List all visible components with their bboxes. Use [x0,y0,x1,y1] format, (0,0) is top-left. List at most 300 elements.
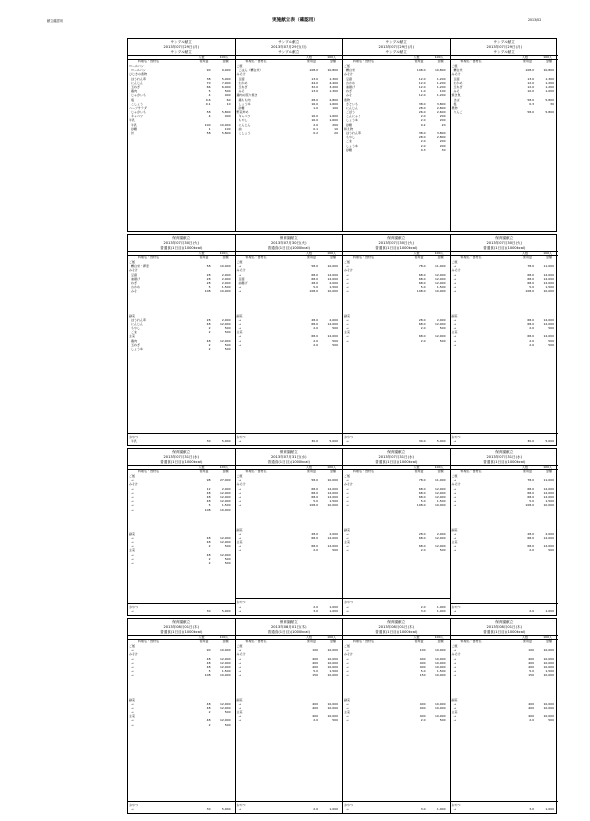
ingredient-price: 1,200 [545,80,554,85]
snack-row [128,807,235,811]
column-price: 金額 [329,469,336,473]
ingredient-name: 玉ねぎ [453,84,463,89]
ingredient-qty: 68.0 [527,321,534,326]
ingredient-qty: 58.0 [311,478,318,483]
ingredient-qty: 58.0 [527,110,534,115]
ingredient-qty: 38 [206,76,211,81]
ingredient-qty: 98 [206,478,211,483]
ingredient-price: 12,000 [220,660,231,665]
column-header [343,639,450,643]
ingredient-list [128,474,235,565]
ingredient-qty: 400 [528,660,534,665]
ingredient-name: → [346,718,349,723]
dish-name: 主菜 [344,540,351,545]
column-qty: 使用量 [306,255,316,259]
menu-date: 2013年08月01日(木) [271,625,307,629]
dish-name: みそ汁 [236,72,246,77]
ingredient-name: → [238,326,242,331]
ingredient-name: → [346,326,349,331]
ingredient-qty: 400 [528,714,534,719]
dish-name: ご飯 [129,474,136,478]
ingredient-qty: 68.0 [311,321,318,326]
ingredient-qty: 2 [208,326,211,331]
ingredient-qty: 2 [208,710,211,715]
ingredient-name: → [238,285,242,290]
ingredient-qty: 400 [419,656,426,661]
ingredient-name: 玉ねぎ [131,342,141,347]
ingredient-row [451,508,559,528]
snack-price: 5,000 [221,806,231,811]
ingredient-price: 10,000 [220,264,231,269]
menu-title: サンプル献立 [170,40,192,44]
snack-name: おやつ [236,600,246,605]
ingredient-list [343,260,450,343]
ingredient-price: 100 [332,105,338,110]
ingredient-qty: 5 [208,669,211,674]
menu-date: 2013年07月29日(月) [271,45,307,49]
ingredient-price: 2,000 [329,531,338,536]
ingredient-name: → [131,561,134,565]
ingredient-qty: 5 [208,285,211,290]
ingredient-name: → [238,714,242,719]
dish-name: 主菜 [129,548,136,553]
ingredient-price: 20 [441,122,446,127]
ingredient-price: 10,000 [327,478,338,483]
ingredient-price: 12,000 [543,280,554,285]
snack-name: おやつ [129,604,139,609]
ingredient-name: 豆腐 [131,272,138,277]
snack-section [128,605,235,613]
ingredient-qty: 48 [206,540,211,545]
ingredient-price: 1,500 [221,669,231,674]
ingredient-name: → [131,701,134,706]
ingredient-name: → [346,494,349,499]
ingredient-price: 4,400 [329,80,338,85]
ingredient-price: 12,000 [220,552,231,557]
ingredient-price: 1,500 [436,285,446,290]
ingredient-price: 12,000 [435,544,446,549]
ingredient-name: → [238,544,242,549]
ingredient-qty: 5.0 [529,669,534,674]
dish-name: 副菜 [344,527,351,532]
snack-name: → [238,438,242,443]
dish-name: 主菜 [451,330,458,335]
headcount-value: 100人 [434,55,444,59]
ingredient-qty: 12.0 [527,80,534,85]
ingredient-qty: 68.0 [418,321,426,326]
ingredient-price: 1,500 [221,503,231,508]
snack-name: → [346,604,349,609]
ingredient-qty: 2.0 [529,338,534,343]
column-name: 料理名・食材名 [353,639,375,643]
ingredient-qty: 68.0 [527,490,534,495]
footer-divider [451,433,559,434]
ingredient-price: 10,800 [327,68,338,73]
ingredient-name: 鶏もも肉 [238,97,251,102]
column-qty: 使用量 [199,255,209,259]
ingredient-name: → [131,656,134,661]
menu-subtitle: サンプル献立 [343,50,450,56]
ingredient-price: 12,000 [543,486,554,491]
headcount-label: 人数 [413,635,420,639]
snack-qty: 3.0 [529,806,534,811]
snack-qty: 3.0 [420,608,426,613]
ingredient-price: 2,600 [436,110,446,115]
ingredient-name: → [238,701,242,706]
ingredient-qty: 48 [206,494,211,499]
dish-name: 副菜 [451,313,458,318]
headcount-label: 人数 [305,251,312,255]
snack-price: 1,000 [436,806,446,811]
headcount-label: 人数 [198,55,205,59]
column-price: 金額 [545,639,552,643]
ingredient-name: → [453,531,457,536]
ingredient-price: 10,000 [327,264,338,269]
ingredient-qty: 2.0 [420,114,426,119]
dish-name: 焼き魚 [451,93,461,98]
menu-subtitle: サンプル献立 [236,50,343,56]
ingredient-price: 2,000 [221,280,231,285]
menu-subtitle: 普通食(1日目)(1000kcal) [343,460,450,466]
ingredient-price: 500 [224,710,231,715]
column-header [128,639,235,643]
ingredient-name: → [453,276,457,281]
snack-name: → [346,438,349,443]
ingredient-price: 500 [224,561,231,565]
ingredient-qty: 2.0 [420,139,426,144]
ingredient-qty: 12 [206,486,211,491]
ingredient-qty: 28 [206,317,211,322]
ingredient-qty: 400 [528,656,534,661]
ingredient-qty: 68.0 [527,486,534,491]
ingredient-qty: 2 [208,330,211,335]
ingredient-name: → [238,669,242,674]
ingredient-name: → [238,494,242,499]
column-name: 料理名・食材名 [138,59,160,63]
dish-name: ご飯 [344,260,351,264]
ingredient-price: 27,000 [220,478,231,483]
ingredient-qty: 400 [419,660,426,665]
ingredient-name: 玉ねぎ [238,84,248,89]
column-price: 金額 [437,639,444,643]
ingredient-price: 30 [441,147,446,152]
ingredient-list [236,474,343,553]
ingredient-row [128,347,235,351]
footer-divider [236,433,343,434]
snack-section [451,435,559,443]
ingredient-row [343,339,450,343]
ingredient-row [343,294,450,314]
snack-name: おやつ [451,802,461,807]
menu-subtitle: 普通食(1日目)(1000kcal) [236,460,343,466]
snack-section [236,600,343,613]
menu-date: 2013年08月01日(木) [486,625,522,629]
column-header [451,59,559,63]
ingredient-price: 1,500 [436,499,446,504]
menu-title: 保育園献立 [172,450,191,454]
menu-subtitle: サンプル献立 [451,50,559,56]
headcount-label: 人数 [521,635,528,639]
ingredient-qty: 28.0 [311,97,318,102]
ingredient-price: 3,200 [329,84,338,89]
headcount-value: 100人 [434,635,444,639]
dish-name: 副菜 [236,697,243,702]
column-qty: 使用量 [522,639,532,643]
headcount-value: 100人 [327,55,336,59]
ingredient-name: 牛乳 [131,122,138,127]
snack-price: 5,000 [436,438,446,443]
ingredient-price: 2,000 [329,280,338,285]
dish-name: みそ汁 [451,72,461,77]
snack-name: おやつ [236,434,246,439]
ingredient-qty: 48 [206,338,211,343]
column-header [128,59,235,63]
ingredient-name: しょうゆ [346,143,359,148]
ingredient-price: 500 [332,548,338,553]
ingredient-name: さば [453,97,460,102]
ingredient-name: → [346,317,349,322]
snack-row [343,439,450,443]
menu-day-block [128,39,236,231]
headcount-label: 人数 [198,465,205,469]
ingredient-name: ほうれん草 [131,317,147,322]
headcount-label: 人数 [521,465,528,469]
menu-subtitle: 普通食(1日目)(1000kcal) [128,246,235,252]
ingredient-qty: 2.0 [420,338,426,343]
snack-row [236,439,343,443]
ingredient-name: → [131,648,134,653]
ingredient-qty: 48 [206,552,211,557]
ingredient-price: 12,000 [435,490,446,495]
headcount-value: 100人 [543,55,552,59]
menu-title: 保育園献立 [495,236,514,240]
ingredient-qty: 68.0 [311,490,318,495]
ingredient-price: 500 [224,722,231,727]
ingredient-qty: 2.0 [529,718,534,723]
footer-divider [451,801,559,802]
dish-name: みそ汁 [344,652,354,657]
ingredient-price: 500 [224,326,231,331]
ingredient-name: → [346,705,349,710]
dish-name: 副菜 [236,527,243,532]
header-left: 献立確認用 [47,19,63,23]
ingredient-price: 6,000 [221,84,231,89]
ingredient-name: → [238,317,242,322]
menu-date: 2013年07月30日(火) [486,241,522,245]
ingredient-qty: 48 [206,701,211,706]
ingredient-price: 500 [332,342,338,347]
ingredient-qty: 400 [312,714,318,719]
ingredient-list [128,260,235,351]
menu-day-block [128,449,236,615]
ingredient-price: 12,000 [327,334,338,339]
dish-name: ご飯 [344,644,351,648]
ingredient-qty: 13.0 [311,89,318,94]
ingredient-list [343,64,450,152]
ingredient-name: 油揚げ [131,276,141,281]
ingredient-qty: 13.0 [311,76,318,81]
ingredient-qty: 108.0 [416,503,426,508]
ingredient-price: 10,000 [220,289,231,294]
dish-name: みそ汁 [236,652,246,657]
column-name: 料理名・食材名 [245,469,267,473]
ingredient-price: 1,200 [436,93,446,98]
ingredient-qty: 0.3 [529,101,534,106]
ingredient-name: こんにゃく [346,114,361,119]
ingredient-name: → [453,494,457,499]
ingredient-name: → [238,503,242,508]
ingredient-row [128,723,235,727]
ingredient-name: わかめ [238,80,248,85]
ingredient-qty: 5.0 [313,499,318,504]
ingredient-qty: 2.0 [313,122,318,127]
ingredient-name: → [453,544,457,549]
ingredient-price: 12,000 [327,321,338,326]
ingredient-qty: 68.0 [527,317,534,322]
ingredient-price: 10,800 [543,68,554,73]
dish-name: みそ汁 [129,268,139,273]
ingredient-qty: 10.0 [527,89,534,94]
ingredient-name: → [346,656,349,661]
ingredient-price: 1,600 [329,114,338,119]
ingredient-price: 2,800 [436,105,446,110]
ingredient-qty: 2.0 [313,718,318,723]
menu-title: サンプル献立 [493,40,515,44]
ingredient-price: 10,000 [220,122,231,127]
menu-day-block [236,449,344,615]
menu-title: 保育園献立 [172,620,191,624]
footer-divider [236,598,343,599]
ingredient-name: → [131,705,134,710]
dish-name: 副菜 [344,697,351,702]
menu-sheet [127,448,557,616]
ingredient-name: → [346,660,349,665]
ingredient-qty: 12.0 [527,84,534,89]
ingredient-name: わかめ [453,80,463,85]
ingredient-name: → [131,664,134,669]
ingredient-qty: 68.0 [311,535,318,540]
ingredient-price: 500 [439,718,446,723]
dish-name: 副菜 [129,697,136,702]
ingredient-price: 9,000 [221,68,231,73]
ingredient-price: 2,000 [545,531,554,536]
headcount-label: 人数 [521,55,528,59]
snack-name: → [453,806,457,811]
ingredient-row [451,110,559,114]
dish-name: ご飯 [451,64,458,68]
column-name: 料理名・食材名 [138,639,160,643]
snack-price: 5,000 [221,608,231,613]
ingredient-price: 5,800 [545,110,554,115]
headcount-value: 100人 [219,465,229,469]
ingredient-qty: 400 [312,705,318,710]
ingredient-qty: 150 [419,673,426,678]
dish-name: 副菜 [344,313,351,318]
dish-name: 主菜 [129,714,136,719]
ingredient-price: 12,000 [543,321,554,326]
dish-name: 和え物 [344,126,354,131]
ingredient-qty: 78.0 [418,264,426,269]
footer-divider [236,801,343,802]
snack-section [128,803,235,811]
menu-subtitle: 普通食(1日目)(1000kcal) [128,630,235,636]
ingredient-name: → [238,490,242,495]
menu-sheet [127,618,557,814]
ingredient-name: → [238,264,242,269]
column-price: 金額 [222,469,229,473]
ingredient-price: 10,000 [435,648,446,653]
dish-name: みそ汁 [344,268,354,273]
ingredient-qty: 28 [206,280,211,285]
ingredient-name: しょうゆ [346,118,359,123]
column-name: 料理名・食材名 [353,255,375,259]
ingredient-list [128,64,235,135]
ingredient-qty: 58.0 [311,264,318,269]
column-header [343,59,450,63]
ingredient-name: → [453,478,457,483]
snack-qty: 2.0 [529,608,534,613]
ingredient-name: ごま [131,330,138,335]
ingredient-price: 500 [224,342,231,347]
ingredient-name: → [238,718,242,723]
ingredient-name: じゃがいも [131,93,147,98]
ingredient-list [451,474,559,553]
ingredient-price: 12,000 [327,276,338,281]
menu-subtitle: 普通食(1日目)(1000kcal) [451,246,559,252]
ingredient-price: 12,000 [220,490,231,495]
ingredient-price: 12,000 [543,317,554,322]
ingredient-list [451,644,559,723]
ingredient-qty: 12.0 [418,93,426,98]
ingredient-name: ほうれん草 [131,76,147,81]
ingredient-price: 10,000 [435,656,446,661]
dish-name: 主菜 [236,330,243,335]
menu-title: 保育園献立 [279,236,298,240]
ingredient-qty: 68.0 [418,544,426,549]
dish-name: ご飯 [236,64,243,68]
ingredient-name: もやし [131,326,141,331]
ingredient-price: 1,200 [436,80,446,85]
headcount-label: 人数 [198,251,205,255]
column-price: 金額 [545,255,552,259]
ingredient-qty: 1.0 [420,89,426,94]
column-qty: 使用量 [414,255,424,259]
dish-name: みそ汁 [451,652,461,657]
ingredient-row [451,718,559,722]
ingredient-price: 2,000 [436,317,446,322]
ingredient-name: → [346,535,349,540]
ingredient-name: → [131,478,134,483]
dish-name: 野菜炒め [236,110,249,115]
ingredient-price: 200 [332,122,338,127]
ingredient-qty: 0.3 [420,147,426,152]
ingredient-name: → [453,535,457,540]
ingredient-price: 10,000 [435,664,446,669]
ingredient-qty: 68.0 [418,280,426,285]
snack-name: → [131,806,134,811]
ingredient-qty: 5.0 [420,499,426,504]
ingredient-name: → [131,710,134,715]
ingredient-name: 鶏肉 [131,89,138,94]
headcount-value: 100人 [327,251,336,255]
ingredient-price: 11,000 [543,478,554,483]
ingredient-qty: 48 [206,705,211,710]
ingredient-qty: 13.0 [527,76,534,81]
ingredient-qty: 12.0 [418,76,426,81]
snack-price: 1,000 [436,604,446,609]
ingredient-row [343,508,450,528]
ingredient-qty: 0.6 [205,97,211,102]
